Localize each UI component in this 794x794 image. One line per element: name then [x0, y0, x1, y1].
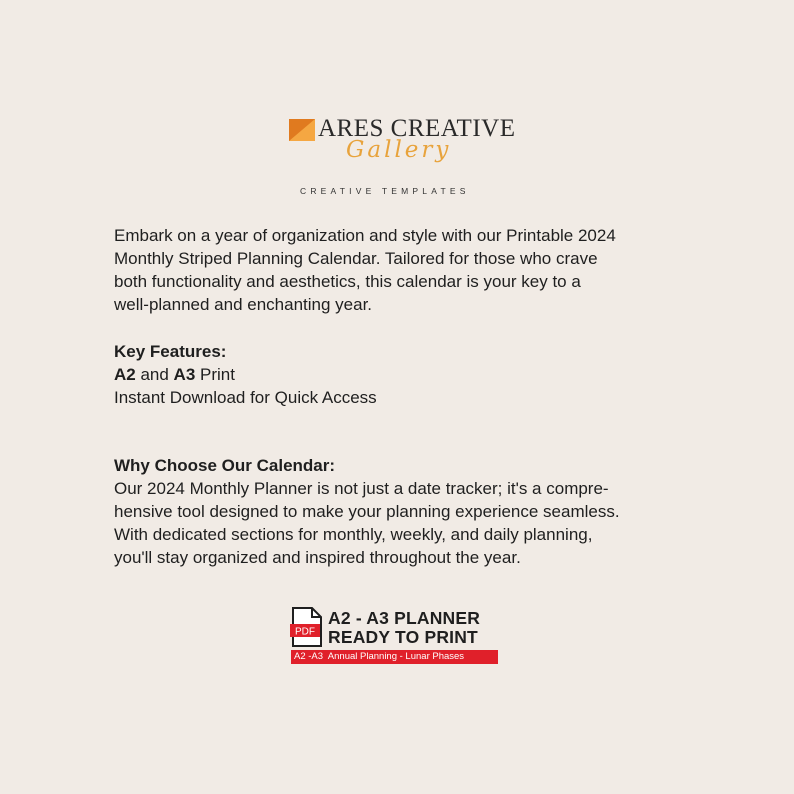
why-choose-section — [114, 454, 694, 569]
print-size-a3: A3 — [173, 365, 196, 384]
logo-mark-icon — [289, 119, 315, 141]
why-line: Our 2024 Monthly Planner is not just a date tracker; it's a compre- — [114, 479, 609, 498]
print-and: and — [135, 365, 174, 384]
badge-title-line1: A2 - A3 PLANNER — [328, 608, 481, 628]
intro-line: Monthly Striped Planning Calendar. Tailored for those who crave — [114, 249, 598, 268]
pdf-file-icon — [290, 607, 324, 647]
intro-line: both functionality and aesthetics, this calendar is your key to a — [114, 272, 581, 291]
planner-badge — [290, 607, 502, 667]
why-line: hensive tool designed to make your planning experience seamless. — [114, 502, 620, 521]
key-features-heading: Key Features: — [114, 342, 227, 361]
why-line: With dedicated sections for monthly, weekly, and daily planning, — [114, 525, 593, 544]
why-choose-heading: Why Choose Our Calendar: — [114, 456, 336, 475]
intro-paragraph — [114, 224, 694, 316]
print-sizes-line — [114, 363, 694, 386]
brand-name: ARES CREATIVE — [318, 115, 516, 142]
intro-line: Embark on a year of organization and style with our Printable 2024 — [114, 226, 616, 245]
key-features-section — [114, 340, 694, 409]
pdf-icon-label: PDF — [295, 626, 315, 638]
brand-tagline: CREATIVE TEMPLATES — [300, 186, 470, 196]
brand-script: Gallery — [346, 137, 452, 163]
badge-subtitle-strip: A2 -A3 Annual Planning - Lunar Phases — [291, 650, 498, 664]
print-size-a2: A2 — [114, 365, 136, 384]
intro-line: well-planned and enchanting year. — [114, 295, 373, 314]
badge-title-line2: READY TO PRINT — [328, 627, 478, 647]
why-line: you'll stay organized and inspired throughout the year. — [114, 548, 521, 567]
download-line: Instant Download for Quick Access — [114, 388, 377, 407]
print-rest: Print — [195, 365, 235, 384]
